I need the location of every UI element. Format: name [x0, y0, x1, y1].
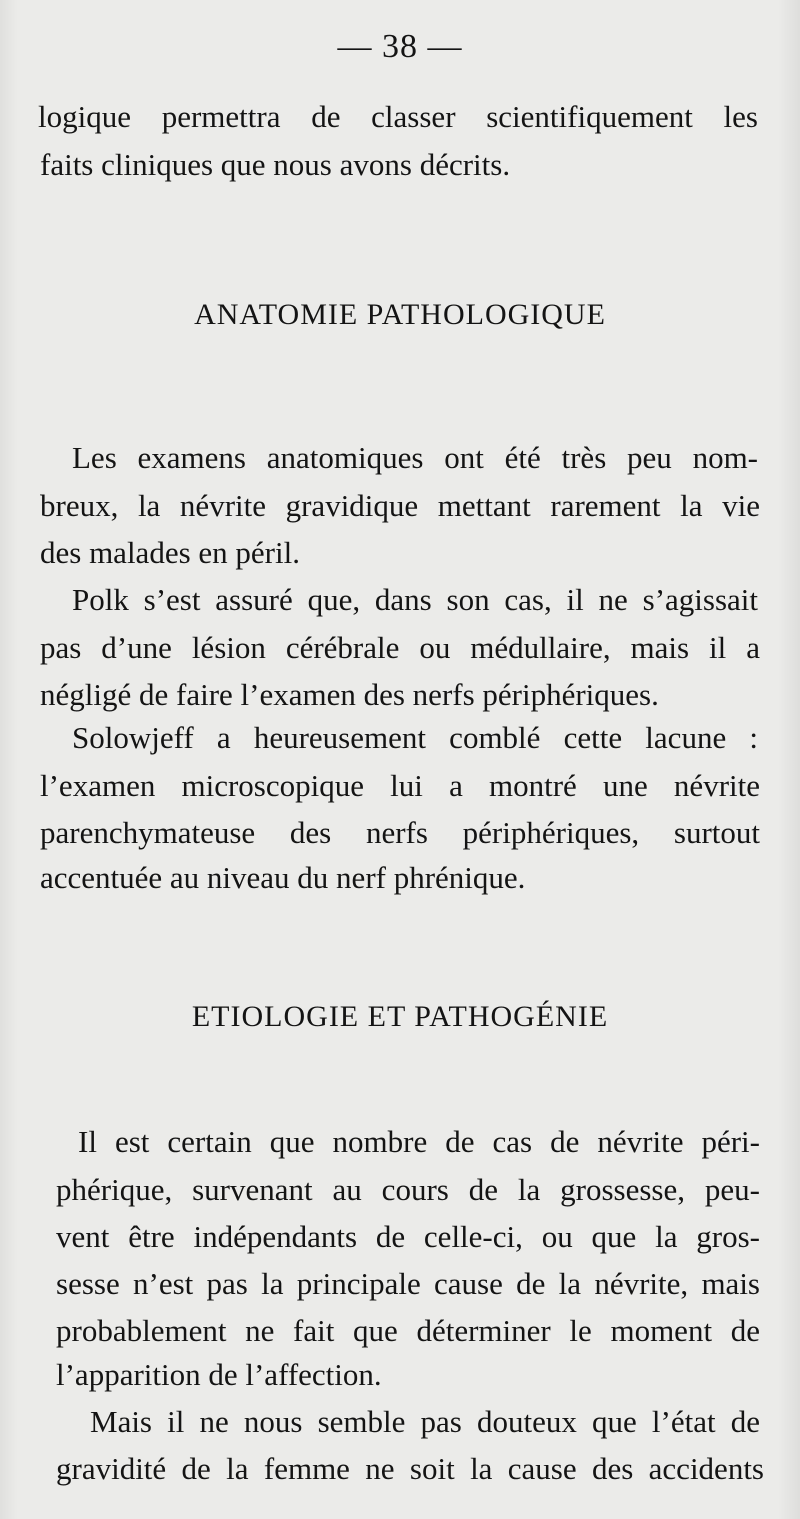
- paragraph-line: Mais il ne nous semble pas douteux que l’état de: [90, 1404, 760, 1439]
- paragraph-line: pas d’une lésion cérébrale ou médullaire, mais il a: [40, 630, 760, 665]
- section-heading-anatomy: ANATOMIE PATHOLOGIQUE: [194, 298, 606, 331]
- paragraph-line: l’apparition de l’affection.: [56, 1357, 382, 1392]
- paragraph-line: probablement ne fait que déterminer le moment de: [56, 1313, 760, 1348]
- paragraph-line: Solowjeff a heureusement comblé cette lacune :: [72, 720, 758, 755]
- paragraph-line: parenchymateuse des nerfs périphériques, surtout: [40, 815, 760, 850]
- text-line: logique permettra de classer scientifiquement les: [38, 99, 758, 134]
- paragraph-line: phérique, survenant au cours de la grossesse, peu-: [56, 1172, 760, 1207]
- section-heading-etiology: ETIOLOGIE ET PATHOGÉNIE: [191, 1000, 609, 1033]
- paragraph-line: l’examen microscopique lui a montré une névrite: [40, 768, 760, 803]
- page-number: — 38 —: [337, 28, 463, 65]
- paragraph-line: Polk s’est assuré que, dans son cas, il ne s’agissait: [72, 582, 758, 617]
- paragraph-line: négligé de faire l’examen des nerfs périphériques.: [40, 677, 659, 712]
- paragraph-line: Il est certain que nombre de cas de névrite péri-: [78, 1124, 760, 1159]
- paragraph-line: breux, la névrite gravidique mettant rarement la vie: [40, 488, 760, 523]
- text-line: faits cliniques que nous avons décrits.: [40, 147, 511, 182]
- paragraph-line: gravidité de la femme ne soit la cause des accidents: [56, 1451, 764, 1486]
- paragraph-line: Les examens anatomiques ont été très peu nom-: [72, 440, 758, 475]
- paragraph-line: sesse n’est pas la principale cause de la névrite, mais: [56, 1266, 760, 1301]
- paragraph-line: des malades en péril.: [40, 535, 300, 570]
- paragraph-line: vent être indépendants de celle-ci, ou que la gros-: [56, 1219, 760, 1254]
- paragraph-line: accentuée au niveau du nerf phrénique.: [40, 860, 526, 895]
